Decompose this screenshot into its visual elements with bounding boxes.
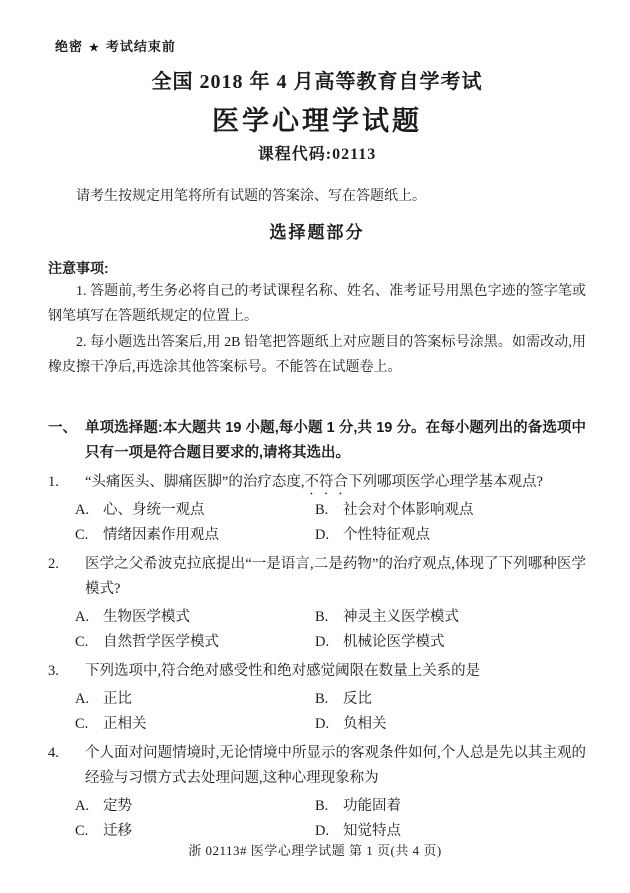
option-1d-text: 个性特征观点	[343, 527, 430, 543]
question-4	[48, 741, 586, 794]
section-part-title: 选择题部分	[269, 223, 365, 242]
option-3a-label: A.	[75, 691, 90, 707]
option-3b-text: 反比	[343, 691, 372, 707]
section-one-heading	[48, 416, 586, 466]
option-1a-text: 心、身统一观点	[103, 502, 205, 518]
question-3-options	[48, 687, 586, 737]
option-3a	[75, 687, 315, 712]
question-2	[48, 552, 586, 605]
option-2c	[75, 630, 315, 655]
option-2a-text: 生物医学模式	[103, 609, 190, 625]
question-1	[48, 470, 586, 498]
option-3c	[75, 712, 315, 737]
option-3d	[315, 712, 586, 737]
option-4c-text: 迁移	[103, 823, 132, 839]
question-2-options	[48, 605, 586, 655]
option-3c-label: C.	[75, 716, 89, 732]
option-3b	[315, 687, 586, 712]
option-3b-label: B.	[315, 691, 329, 707]
notice-heading: 注意事项:	[48, 260, 109, 276]
option-4a	[75, 794, 315, 819]
question-1-stem-post: 下列哪项医学心理学基本观点?	[348, 474, 543, 490]
option-2b-label: B.	[315, 609, 329, 625]
page-footer: 浙 02113# 医学心理学试题 第 1 页(共 4 页)	[188, 843, 442, 858]
option-1b	[315, 498, 586, 523]
option-2c-label: C.	[75, 634, 89, 650]
option-1c-text: 情绪因素作用观点	[103, 527, 219, 543]
option-3c-text: 正相关	[103, 716, 147, 732]
option-1a	[75, 498, 315, 523]
section-one-intro: 单项选择题:本大题共 19 小题,每小题 1 分,共 19 分。在每小题列出的备选项中只有一项是符合题目要求的,请将其选出。	[85, 420, 586, 461]
option-4d-label: D.	[315, 823, 330, 839]
question-3-number: 3.	[48, 663, 59, 679]
exam-phase-label: 考试结束前	[105, 39, 176, 54]
question-1-options	[48, 498, 586, 548]
question-4-stem-pre: 个人面对问题情境时,无论情境中所显示的客观条件如何,个人总是先以其主观的经验与习惯方式去处理问题,这种心理现象称为	[85, 745, 586, 786]
pen-instruction: 请考生按规定用笔将所有试题的答案涂、写在答题纸上。	[76, 189, 426, 204]
option-4a-label: A.	[75, 798, 90, 814]
option-2b	[315, 605, 586, 630]
option-2d-label: D.	[315, 634, 330, 650]
question-2-number: 2.	[48, 556, 59, 572]
option-2c-text: 自然哲学医学模式	[103, 634, 219, 650]
option-2d-text: 机械论医学模式	[343, 634, 445, 650]
question-4-options	[48, 794, 586, 844]
question-4-stem	[85, 741, 586, 794]
option-1d-label: D.	[315, 527, 330, 543]
option-1c-label: C.	[75, 527, 89, 543]
course-code: 课程代码:02113	[257, 146, 377, 163]
option-1a-label: A.	[75, 502, 90, 518]
star-icon: ★	[89, 42, 100, 54]
option-3a-text: 正比	[103, 691, 132, 707]
question-1-stem	[85, 470, 586, 498]
option-2b-text: 神灵主义医学模式	[343, 609, 459, 625]
option-2a	[75, 605, 315, 630]
question-1-stem-emphasized: 不符合	[304, 474, 348, 490]
notice-item-1: 1. 答题前,考生务必将自己的考试课程名称、姓名、准考证号用黑色字迹的签字笔或钢笔填写在答题纸规定的位置上。	[48, 284, 586, 324]
question-3-stem	[85, 659, 586, 687]
question-1-number: 1.	[48, 474, 59, 490]
option-2a-label: A.	[75, 609, 90, 625]
option-4b-text: 功能固着	[343, 798, 401, 814]
option-4b-label: B.	[315, 798, 329, 814]
option-3d-text: 负相关	[343, 716, 387, 732]
option-1c	[75, 523, 315, 548]
paper-title: 医学心理学试题	[212, 106, 422, 136]
notice-item-2: 2. 每小题选出答案后,用 2B 铅笔把答题纸上对应题目的答案标号涂黑。如需改动,用橡皮擦干净后,再选涂其他答案标号。不能答在试题卷上。	[48, 335, 586, 375]
question-4-number: 4.	[48, 745, 59, 761]
option-2d	[315, 630, 586, 655]
option-3d-label: D.	[315, 716, 330, 732]
question-3	[48, 659, 586, 687]
classification-label: 绝密	[55, 39, 84, 54]
exam-series-title: 全国 2018 年 4 月高等教育自学考试	[151, 71, 483, 93]
question-2-stem	[85, 552, 586, 605]
option-4c-label: C.	[75, 823, 89, 839]
question-3-stem-pre: 下列选项中,符合绝对感受性和绝对感觉阈限在数量上关系的是	[85, 663, 481, 679]
question-1-stem-pre: “头痛医头、脚痛医脚”的治疗态度,	[85, 474, 305, 490]
option-4b	[315, 794, 586, 819]
option-1b-text: 社会对个体影响观点	[343, 502, 474, 518]
classification-line	[55, 36, 586, 55]
section-one-number: 一、	[48, 420, 77, 436]
option-4d-text: 知觉特点	[343, 823, 401, 839]
option-4a-text: 定势	[103, 798, 132, 814]
option-1b-label: B.	[315, 502, 329, 518]
option-1d	[315, 523, 586, 548]
question-2-stem-pre: 医学之父希波克拉底提出“一是语言,二是药物”的治疗观点,体现了下列哪种医学模式?	[85, 556, 586, 597]
